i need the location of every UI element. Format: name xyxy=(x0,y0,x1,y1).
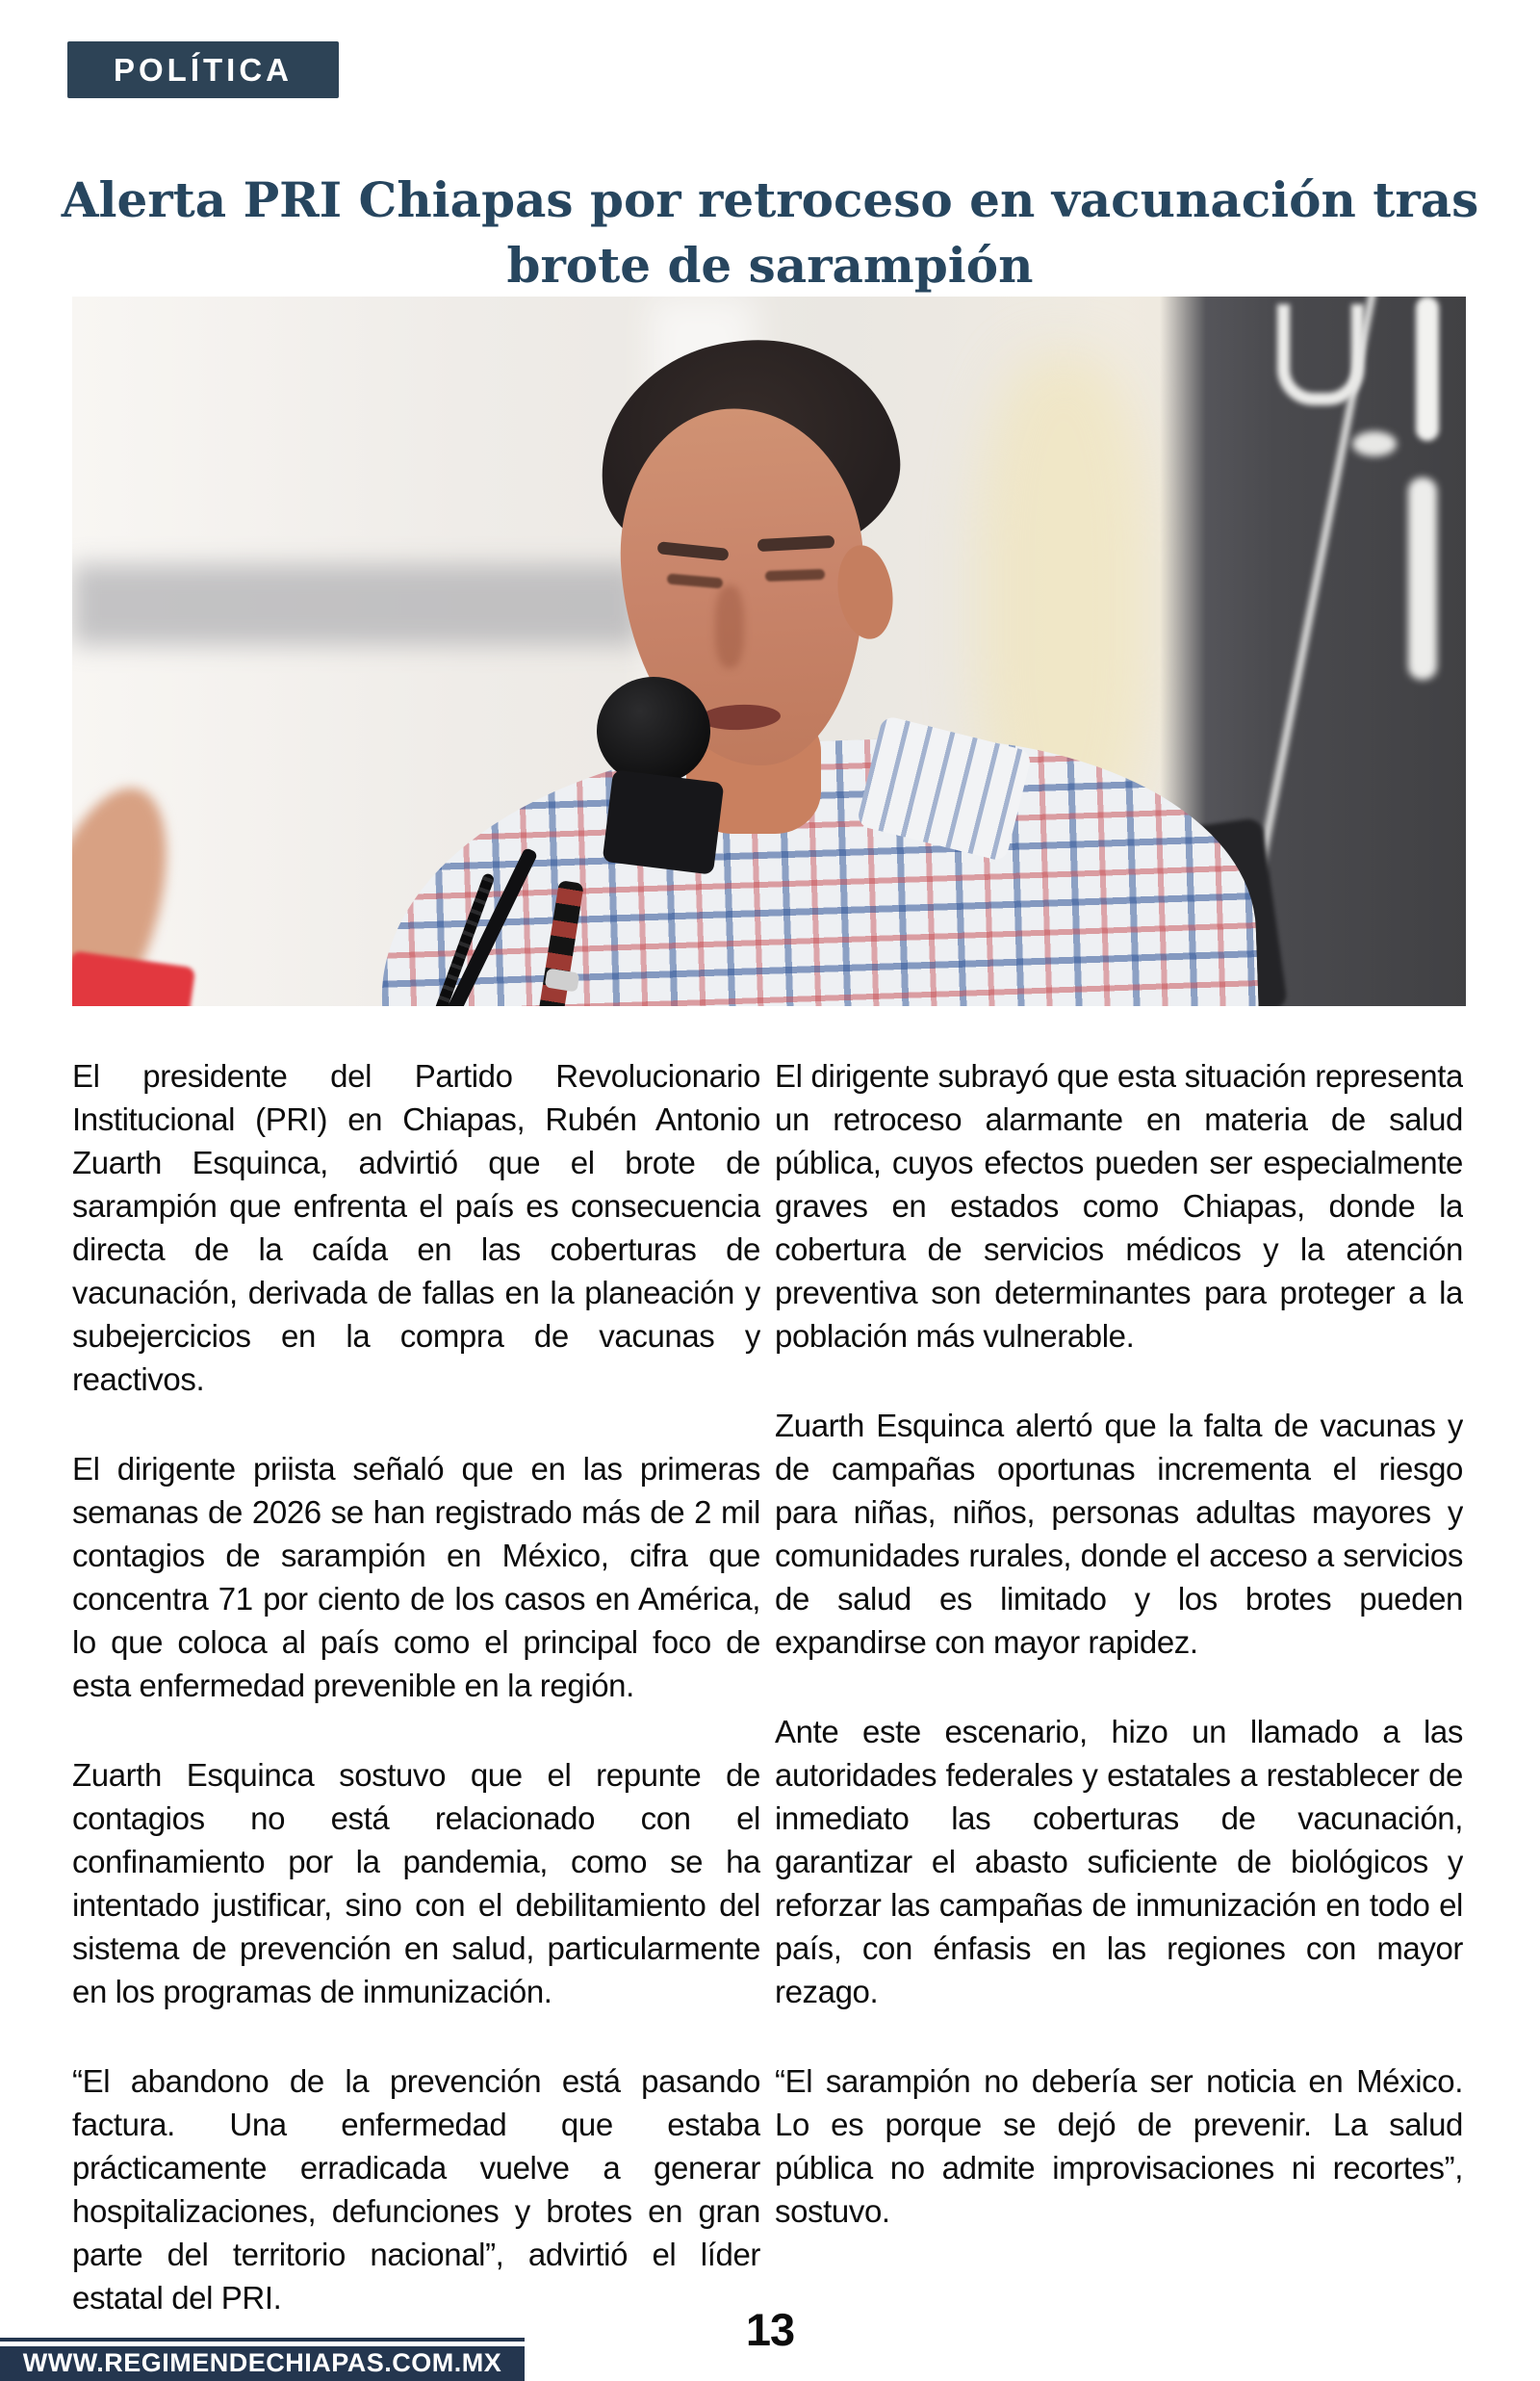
paragraph: Ante este escenario, hizo un llamado a las autoridades federales y estatales a restablecer de inmediato las coberturas de vacunación, garantizar el abasto suficiente de biológicos y reforzar las campañas de inmunización en todo el país, con énfasis en las regiones con mayor rezago. xyxy=(775,1714,1463,2009)
paragraph: “El abandono de la prevención está pasando factura. Una enfermedad que estaba prácticamente erradicada vuelve a generar hospitalizaciones, defunciones y brotes en gran parte del territorio nacional”, advirtió el líder estatal del PRI. xyxy=(72,2063,760,2316)
paragraph: Zuarth Esquinca sostuvo que el repunte de contagios no está relacionado con el confinamiento por la pandemia, como se ha intentado justificar, sino con el debilitamiento del sistema de prevención en salud, particularmente en los programas de inmunización. xyxy=(72,1757,760,2009)
headline: Alerta PRI Chiapas por retroceso en vacunación tras brote de sarampión xyxy=(61,170,1479,294)
page-number: 13 xyxy=(745,2304,795,2355)
paragraph: Zuarth Esquinca alertó que la falta de vacunas y de campañas oportunas incrementa el riesgo para niñas, niños, personas adultas mayores y comunidades rurales, donde el acceso a servicios de salud es limitado y los brotes pueden expandirse con mayor rapidez. xyxy=(775,1408,1463,1660)
article-photo xyxy=(72,297,1466,1006)
category-tag xyxy=(67,41,339,98)
photo-microphone-foam xyxy=(597,677,710,785)
footer-website-url: WWW.REGIMENDECHIAPAS.COM.MX xyxy=(22,2348,502,2377)
paragraph: “El sarampión no debería ser noticia en México. Lo es porque se dejó de prevenir. La salud pública no admite improvisaciones ni recortes”, sostuvo. xyxy=(775,2063,1463,2229)
photo-neon-glyph xyxy=(1416,297,1439,441)
photo-gray-band xyxy=(72,564,640,645)
category-tag-label: POLÍTICA xyxy=(114,51,293,88)
photo-neon-glyph xyxy=(1352,431,1397,456)
photo-nose-shadow xyxy=(715,585,744,668)
photo-eye xyxy=(765,569,825,582)
footer-website-bar xyxy=(0,2338,525,2381)
paragraph: El presidente del Partido Revolucionario Institucional (PRI) en Chiapas, Rubén Antonio Zuarth Esquinca, advirtió que el brote de sarampión que enfrenta el país es consecuencia directa de la caída en las coberturas de vacunación, derivada de fallas en la planeación y subejercicios en la compra de vacunas y reactivos. xyxy=(72,1058,760,1397)
photo-red-clothing xyxy=(72,950,195,1006)
paragraph: El dirigente priista señaló que en las primeras semanas de 2026 se han registrado más de 2 mil contagios de sarampión en México, cifra que concentra 71 por ciento de los casos en América, lo que coloca al país como el principal foco de esta enfermedad prevenible en la región. xyxy=(72,1451,760,1703)
photo-neon-glyph xyxy=(1408,478,1437,680)
article-column-right xyxy=(775,1054,1463,2335)
paragraph: El dirigente subrayó que esta situación representa un retroceso alarmante en materia de salud pública, cuyos efectos pueden ser especialmente graves en estados como Chiapas, donde la cobertura de servicios médicos y la atención preventiva son determinantes para proteger a la población más vulnerable. xyxy=(775,1058,1463,1354)
article-column-left xyxy=(72,1054,760,2335)
photo-mic-shock-mount xyxy=(603,769,725,874)
